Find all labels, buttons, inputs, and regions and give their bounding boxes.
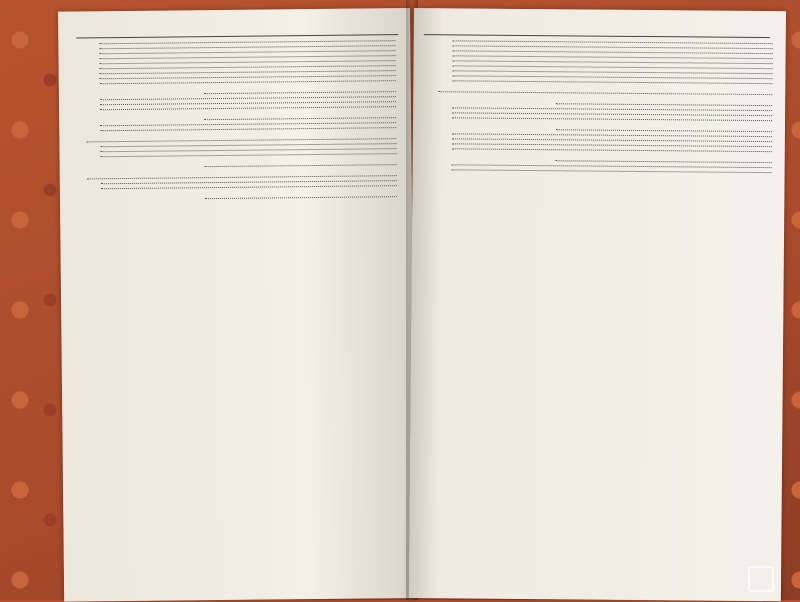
dot-leader: [438, 91, 772, 95]
toc-line: [84, 164, 400, 172]
dot-leader: [556, 160, 772, 163]
dot-leader: [205, 196, 397, 199]
toc-right: [435, 40, 776, 177]
dot-leader: [556, 129, 772, 132]
left-page: [58, 8, 416, 602]
dot-leader: [204, 117, 396, 120]
labirint-logo-icon: [748, 566, 774, 592]
toc-chapter-entry: [84, 164, 400, 172]
toc-chapter-entry: [435, 91, 775, 99]
dot-leader: [87, 175, 397, 179]
toc-line: [435, 91, 775, 99]
header-rule-left: [76, 34, 398, 38]
labirint-watermark: [748, 566, 778, 592]
dot-leader: [86, 138, 396, 142]
dot-leader: [453, 40, 773, 44]
header-rule-right: [424, 34, 770, 38]
right-page: [409, 8, 786, 601]
toc-left: [82, 40, 400, 209]
dot-leader: [205, 164, 397, 167]
dot-leader: [556, 103, 772, 106]
dot-leader: [99, 40, 395, 44]
dot-leader: [204, 91, 396, 94]
